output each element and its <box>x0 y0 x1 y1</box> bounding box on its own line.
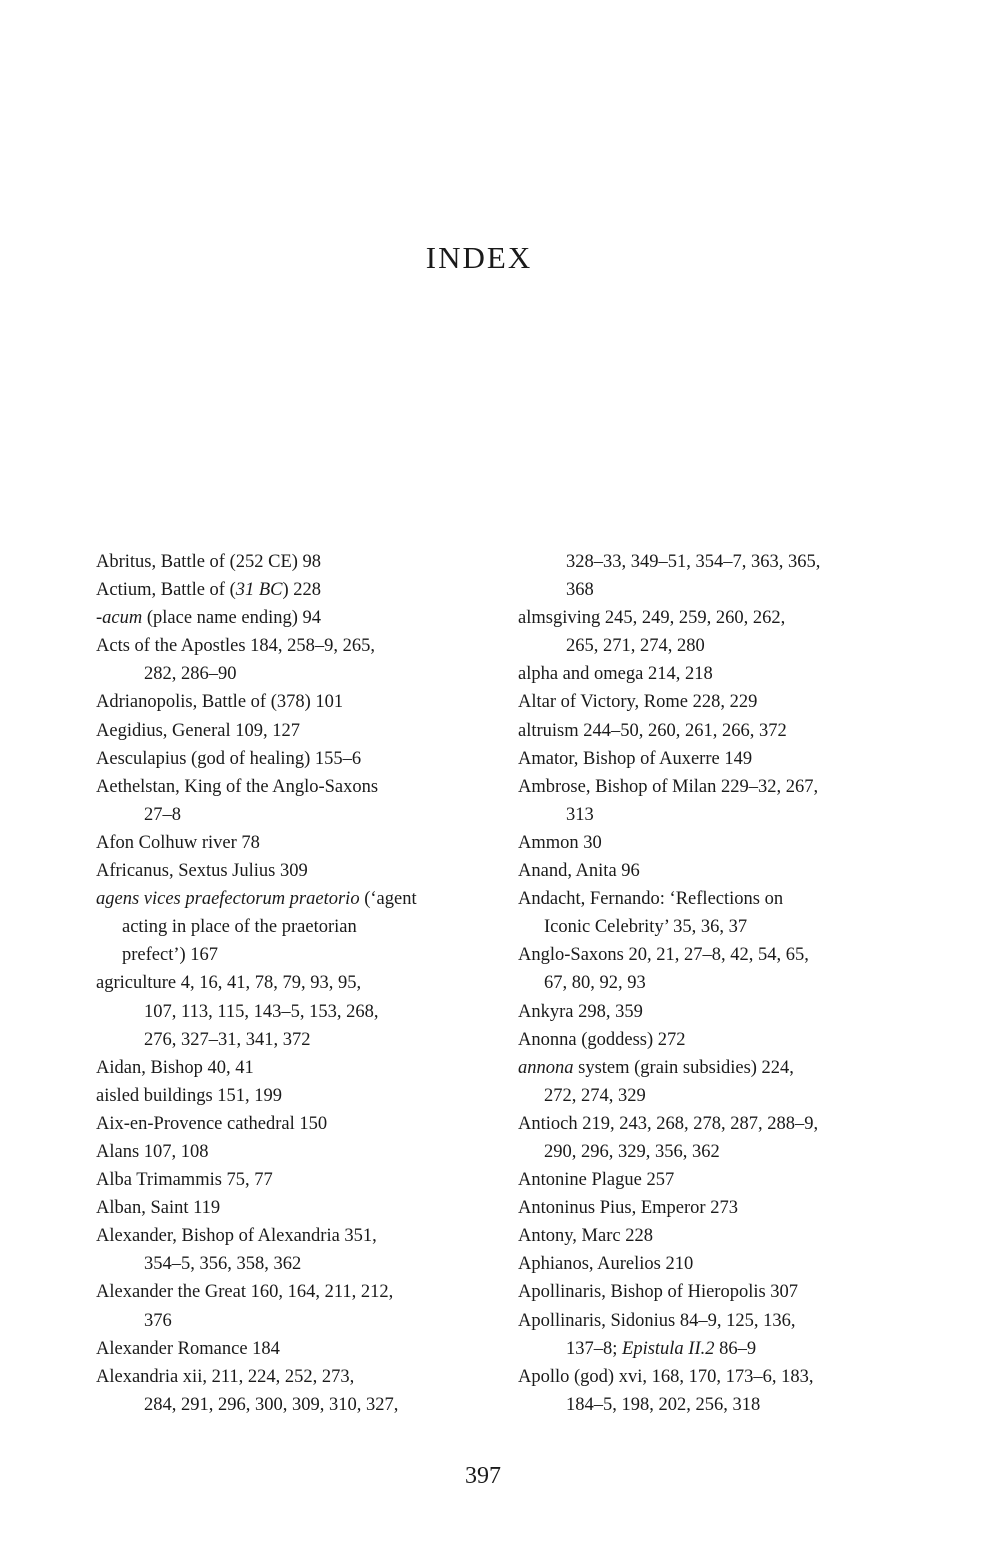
italic-term: annona <box>518 1057 574 1078</box>
entry-line: aisled buildings 151, 199 <box>96 1085 283 1106</box>
index-entry <box>518 717 888 745</box>
entry-line: Andacht, Fernando: ‘Reflections on <box>518 889 784 910</box>
index-entry <box>96 604 496 632</box>
italic-term: Epistula II.2 <box>622 1338 715 1359</box>
index-entry <box>518 885 888 941</box>
entry-line: Apollinaris, Sidonius 84–9, 125, 136, <box>518 1310 796 1331</box>
index-entry <box>96 1110 496 1138</box>
entry-continuation: 272, 274, 329 <box>544 1085 646 1106</box>
entry-continuation: 368 <box>566 580 594 601</box>
entry-line: Antonine Plague 257 <box>518 1170 675 1191</box>
index-entry <box>96 969 496 1053</box>
index-entry <box>96 1278 496 1334</box>
entry-line: Aidan, Bishop 40, 41 <box>96 1057 254 1078</box>
entry-line: Ammon 30 <box>518 832 602 853</box>
index-entry <box>518 1222 888 1250</box>
entry-line: Alexandria xii, 211, 224, 252, 273, <box>96 1366 355 1387</box>
index-entry <box>518 1194 888 1222</box>
entry-continuation: 67, 80, 92, 93 <box>544 973 646 994</box>
index-entry <box>518 548 888 604</box>
index-entry <box>96 1222 496 1278</box>
index-entry <box>96 632 496 688</box>
entry-line: almsgiving 245, 249, 259, 260, 262, <box>518 608 786 629</box>
index-entry <box>518 773 888 829</box>
index-entry <box>96 688 496 716</box>
index-entry <box>518 745 888 773</box>
entry-line: Alexander the Great 160, 164, 211, 212, <box>96 1282 394 1303</box>
index-entry <box>96 885 496 969</box>
italic-term: -acum <box>96 608 143 629</box>
index-entry <box>96 1138 496 1166</box>
entry-line: Apollo (god) xvi, 168, 170, 173–6, 183, <box>518 1366 814 1387</box>
entry-line: Acts of the Apostles 184, 258–9, 265, <box>96 636 376 657</box>
entry-line: Amator, Bishop of Auxerre 149 <box>518 748 753 769</box>
entry-line: Anglo-Saxons 20, 21, 27–8, 42, 54, 65, <box>518 945 809 966</box>
entry-continuation: 354–5, 356, 358, 362 <box>144 1254 302 1275</box>
index-entry <box>518 1166 888 1194</box>
entry-line: Adrianopolis, Battle of (378) 101 <box>96 692 344 713</box>
entry-line: Aesculapius (god of healing) 155–6 <box>96 748 362 769</box>
entry-line: Ambrose, Bishop of Milan 229–32, 267, <box>518 776 819 797</box>
index-column-left <box>96 548 496 1419</box>
index-entry <box>96 1335 496 1363</box>
entry-line: Antony, Marc 228 <box>518 1226 653 1247</box>
entry-line: Aegidius, General 109, 127 <box>96 720 300 741</box>
index-entry <box>96 1194 496 1222</box>
index-entry <box>96 829 496 857</box>
index-entry <box>96 773 496 829</box>
entry-line: Apollinaris, Bishop of Hieropolis 307 <box>518 1282 799 1303</box>
entry-line: altruism 244–50, 260, 261, 266, 372 <box>518 720 787 741</box>
entry-line: Alba Trimammis 75, 77 <box>96 1170 273 1191</box>
entry-line: -acum (place name ending) 94 <box>96 608 321 629</box>
entry-line: Alban, Saint 119 <box>96 1198 221 1219</box>
entry-line: agens vices praefectorum praetorio (‘agent <box>96 889 417 910</box>
entry-continuation: 27–8 <box>144 804 181 825</box>
index-entry <box>96 717 496 745</box>
entry-line: Abritus, Battle of (252 CE) 98 <box>96 552 322 572</box>
index-entry <box>96 745 496 773</box>
entry-continuation: acting in place of the praetorian <box>122 917 357 938</box>
entry-continuation: 137–8; Epistula II.2 86–9 <box>566 1338 757 1359</box>
page-number: 397 <box>465 1463 501 1489</box>
index-entry <box>518 1307 888 1363</box>
index-entry <box>518 1278 888 1306</box>
entry-continuation: 290, 296, 329, 356, 362 <box>544 1141 720 1162</box>
entry-line: Antioch 219, 243, 268, 278, 287, 288–9, <box>518 1113 819 1134</box>
entry-continuation: 284, 291, 296, 300, 309, 310, 327, <box>144 1394 399 1415</box>
index-entry <box>518 829 888 857</box>
entry-line: Aix-en-Provence cathedral 150 <box>96 1113 328 1134</box>
entry-continuation: 107, 113, 115, 143–5, 153, 268, <box>144 1001 379 1022</box>
entry-line: annona system (grain subsidies) 224, <box>518 1057 794 1078</box>
index-entry <box>518 941 888 997</box>
entry-continuation: 313 <box>566 804 594 825</box>
entry-line: Afon Colhuw river 78 <box>96 832 260 853</box>
italic-term: 31 BC <box>235 580 283 601</box>
entry-continuation: 282, 286–90 <box>144 664 237 685</box>
entry-line: Alexander, Bishop of Alexandria 351, <box>96 1226 377 1247</box>
index-entry <box>96 857 496 885</box>
entry-line: Aethelstan, King of the Anglo-Saxons <box>96 776 379 797</box>
index-entry <box>96 1054 496 1082</box>
italic-term: agens vices praefectorum praetorio <box>96 889 360 910</box>
entry-line: Africanus, Sextus Julius 309 <box>96 861 308 882</box>
entry-continuation: 376 <box>144 1310 172 1331</box>
entry-line: Alans 107, 108 <box>96 1141 209 1162</box>
index-entry <box>518 1363 888 1419</box>
entry-continuation: 184–5, 198, 202, 256, 318 <box>566 1394 761 1415</box>
index-entry <box>518 857 888 885</box>
entry-line: Actium, Battle of (31 BC) 228 <box>96 580 322 601</box>
entry-continuation: 276, 327–31, 341, 372 <box>144 1029 311 1050</box>
index-entry <box>518 604 888 660</box>
index-entry <box>518 1110 888 1166</box>
entry-line: Aphianos, Aurelios 210 <box>518 1254 694 1275</box>
index-entry <box>518 1054 888 1110</box>
entry-line: Antoninus Pius, Emperor 273 <box>518 1198 738 1219</box>
entry-line: Ankyra 298, 359 <box>518 1001 643 1022</box>
index-column-right <box>518 548 888 1419</box>
entry-line: Altar of Victory, Rome 228, 229 <box>518 692 758 713</box>
entry-line: Anonna (goddess) 272 <box>518 1029 686 1050</box>
index-entry <box>96 576 496 604</box>
index-entry <box>518 1250 888 1278</box>
index-entry <box>518 998 888 1026</box>
entry-line: 328–33, 349–51, 354–7, 363, 365, <box>566 552 821 572</box>
index-entry <box>518 660 888 688</box>
entry-continuation: prefect’) 167 <box>122 945 219 966</box>
index-entry <box>518 688 888 716</box>
index-entry <box>96 548 496 576</box>
entry-line: alpha and omega 214, 218 <box>518 664 713 685</box>
page-title: INDEX <box>425 240 533 275</box>
index-entry <box>96 1082 496 1110</box>
entry-continuation: 265, 271, 274, 280 <box>566 636 705 657</box>
index-entry <box>96 1363 496 1419</box>
index-entry <box>96 1166 496 1194</box>
entry-line: Alexander Romance 184 <box>96 1338 280 1359</box>
entry-line: agriculture 4, 16, 41, 78, 79, 93, 95, <box>96 973 362 994</box>
index-entry <box>518 1026 888 1054</box>
entry-line: Anand, Anita 96 <box>518 861 640 882</box>
entry-continuation: Iconic Celebrity’ 35, 36, 37 <box>544 917 748 938</box>
